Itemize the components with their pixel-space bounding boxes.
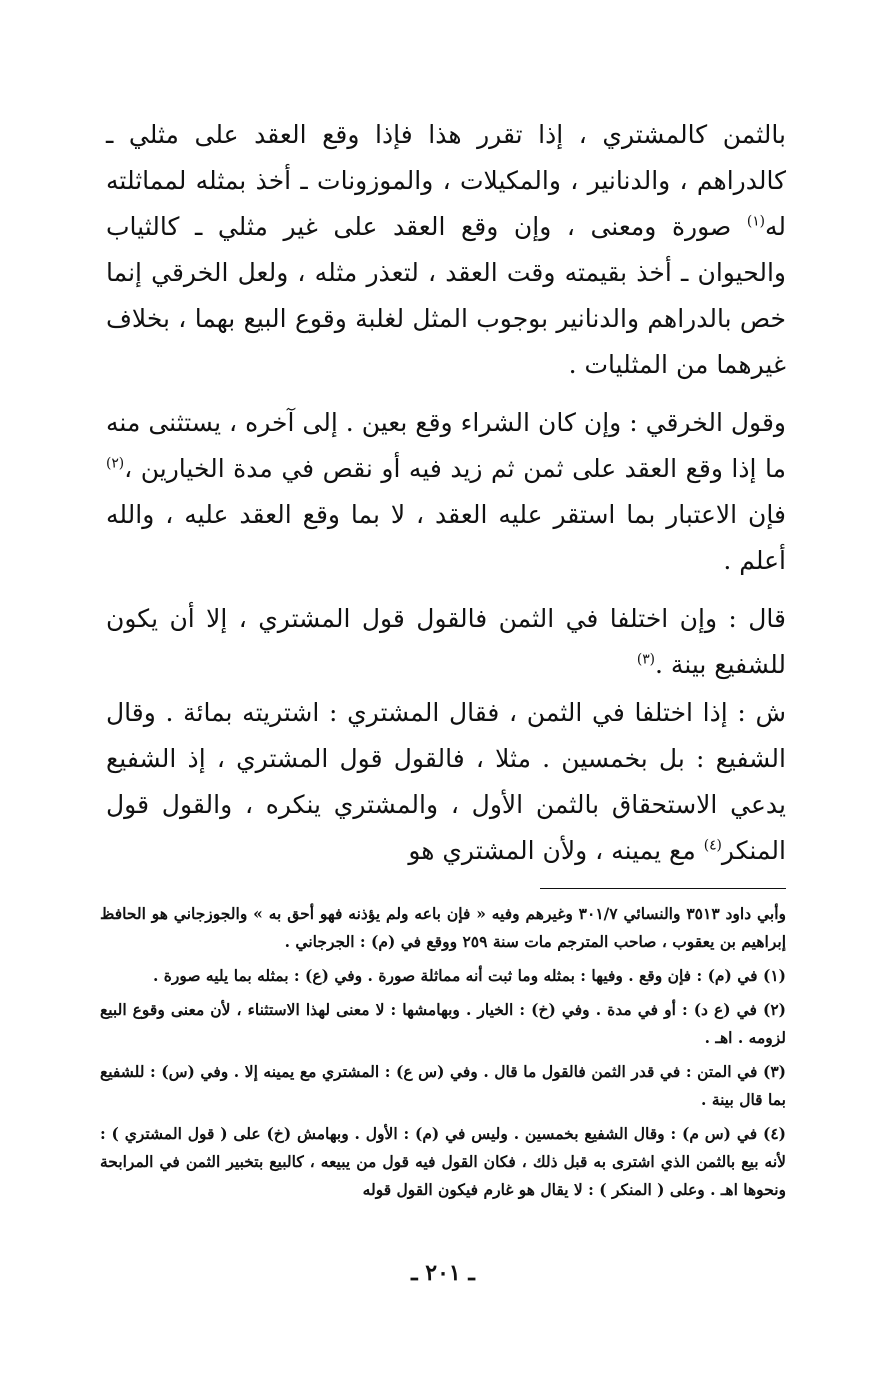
main-paragraph-3: [106, 596, 786, 688]
footnote-ref-3: (٣): [636, 651, 656, 668]
main-paragraph-4: [106, 690, 786, 874]
paragraph-text: ش : إذا اختلفا في الثمن ، فقال المشتري : اشتريته بمائة . وقال الشفيع : بل بخمسين . مثلا ، فالقول قول المشتري ، إذ الشفيع يدعي الاستحقاق بالثمن الأول ، والمشتري ينكره ، والقول قول المنكر: [106, 698, 786, 865]
footnote-2: (٢) في (ع د) : أو في مدة . وفي (خ) : الخيار . وبهامشها : لا معنى لهذا الاستثناء ، لأن معنى وقوع البيع لزومه . اهـ .: [100, 1000, 786, 1047]
footnote-ref-4: (٤): [703, 837, 722, 854]
paragraph-text: بالثمن كالمشتري ، إذا تقرر هذا فإذا وقع العقد على مثلي ـ كالدراهم ، والدنانير ، والمكيلات ، والموزونات ـ أخذ بمثله لمماثلته له: [106, 120, 786, 241]
main-paragraph-1: [106, 112, 786, 388]
footnote-1: (١) في (م) : فإن وقع . وفيها : بمثله وما ثبت أنه مماثلة صورة . وفي (ع) : بمثله بما يليه صورة .: [152, 966, 786, 985]
footnote-carryover: وأبي داود ٣٥١٣ والنسائي ٣٠١/٧ وغيرهم وفيه « فإن باعه ولم يؤذنه فهو أحق به » والجوزجاني هو الحافظ إبراهيم بن يعقوب ، صاحب المترجم مات سنة ٢٥٩ ووقع في (م) : الجرجاني .: [100, 904, 786, 951]
footnote-ref-2: (٢): [106, 455, 125, 472]
main-paragraph-2: [106, 400, 786, 584]
footnote-separator: [540, 888, 786, 889]
footnotes-section: [100, 900, 786, 1210]
paragraph-text: قال : وإن اختلفا في الثمن فالقول قول المشتري ، إلا أن يكون للشفيع بينة .: [106, 604, 786, 679]
footnote-4: (٤) في (س م) : وقال الشفيع بخمسين . وليس في (م) : الأول . وبهامش (خ) على ( قول المشتري ) : لأنه بيع بالثمن الذي اشترى به قبل ذلك ، فكان القول فيه قول من يبيعه ، كالبيع بتخبير الثمن في المرابحة ونحوها اهـ . وعلى ( المنكر ) : لا يقال هو غارم فيكون القول قوله: [100, 1124, 786, 1199]
footnote-ref-1: (١): [746, 213, 765, 230]
footnote-3: (٣) في المتن : في قدر الثمن فالقول ما قال . وفي (س ع) : المشتري مع يمينه إلا . وفي (س) : للشفيع بما قال بينة .: [100, 1062, 786, 1109]
page-number: ـ ٢٠١ ـ: [411, 1260, 475, 1286]
paragraph-text: وقول الخرقي : وإن كان الشراء وقع بعين . إلى آخره ، يستثنى منه ما إذا وقع العقد على ثمن ثم زيد فيه أو نقص في مدة الخيارين ،: [106, 408, 786, 483]
paragraph-text: صورة ومعنى ، وإن وقع العقد على غير مثلي ـ كالثياب والحيوان ـ أخذ بقيمته وقت العقد ، لتعذر مثله ، ولعل الخرقي إنما خص بالدراهم والدنانير بوجوب المثل لغلبة وقوع البيع بهما ، بخلاف غيرهما من المثليات .: [106, 212, 786, 379]
paragraph-text: مع يمينه ، ولأن المشتري هو: [408, 836, 704, 865]
paragraph-text: فإن الاعتبار بما استقر عليه العقد ، لا بما وقع العقد عليه ، والله أعلم .: [106, 500, 786, 575]
